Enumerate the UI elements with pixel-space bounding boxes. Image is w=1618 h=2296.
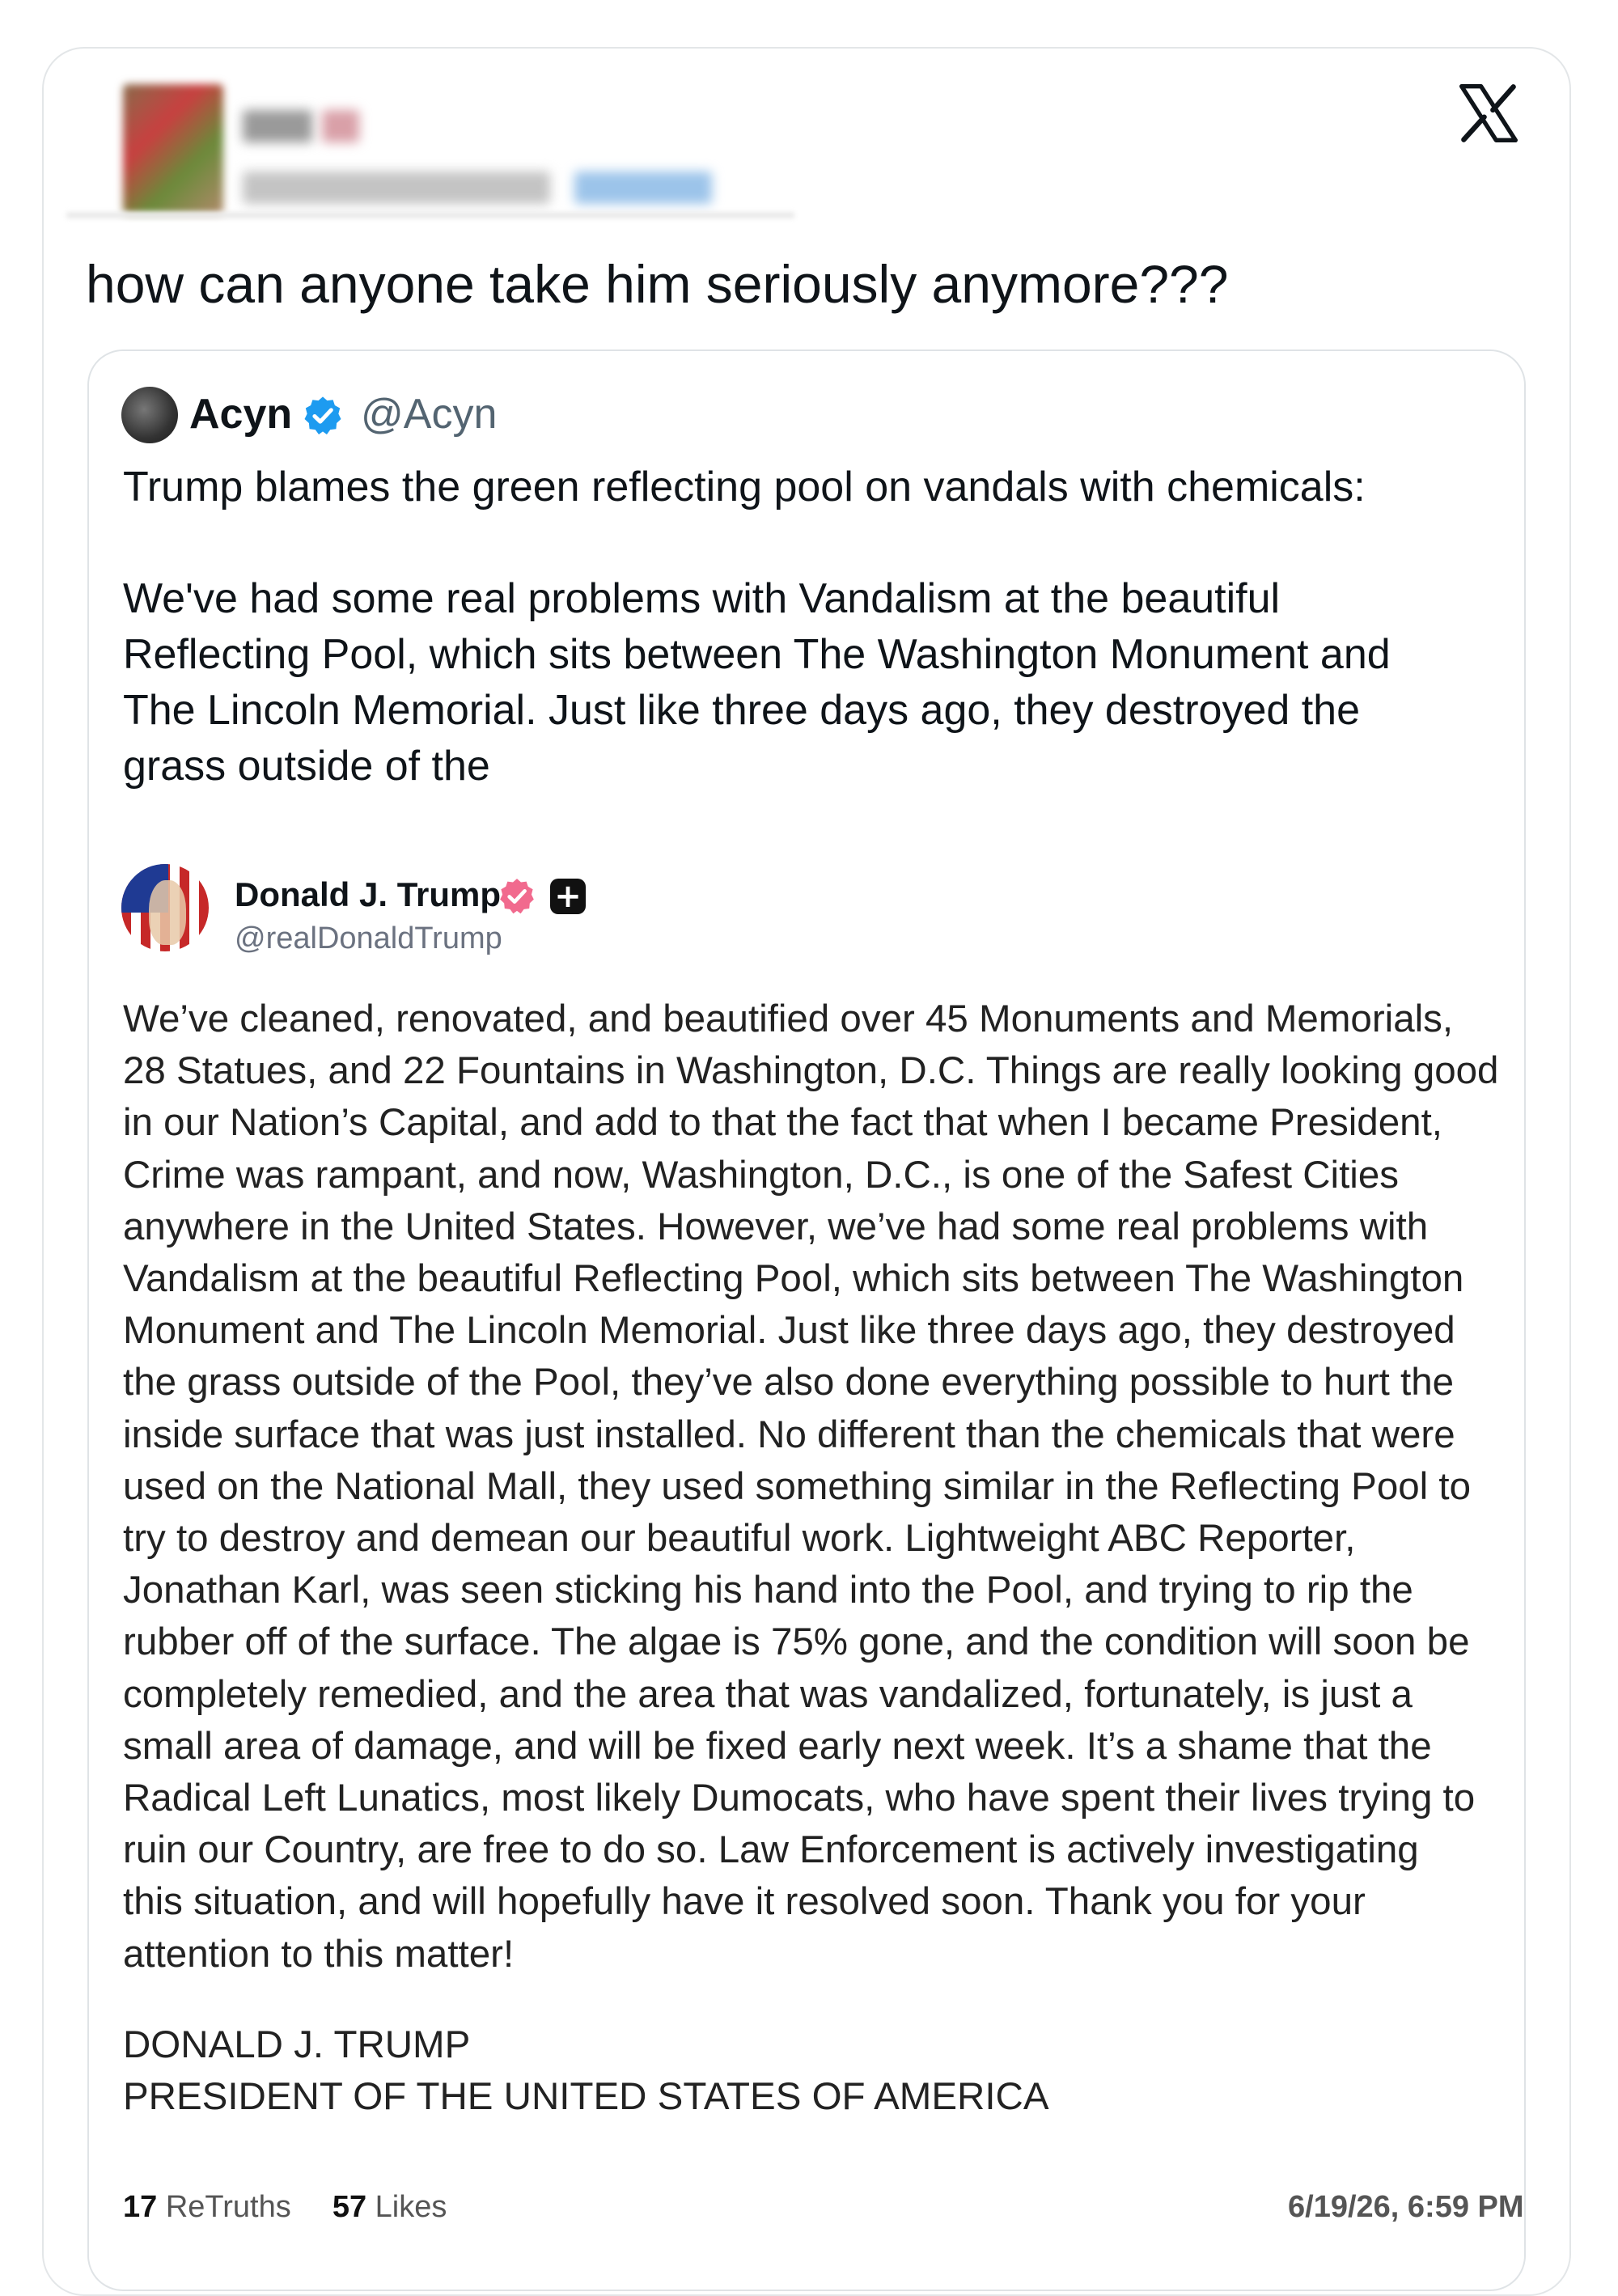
truth-line: We’ve cleaned, renovated, and beautified over 45 Monuments and Memorials, [123,998,1454,1040]
truth-line: inside surface that was just installed. No different than the chemicals that were [123,1413,1455,1456]
truth-line: 28 Statues, and 22 Fountains in Washington, D.C. Things are really looking good [123,1049,1499,1093]
truth-stats [123,2188,447,2226]
truth-line: Radical Left Lunatics, most likely Dumocats, who have spent their lives trying to [123,1777,1476,1820]
truth-line: the grass outside of the Pool, they’ve also done everything possible to hurt the [123,1361,1455,1404]
quoted-author-handle[interactable]: @Acyn [361,391,498,438]
verified-badge-icon [301,394,345,438]
truth-line: small area of damage, and will be fixed early next week. It’s a shame that the [123,1724,1432,1768]
truth-post-text [123,993,1547,1980]
retruths-label: ReTruths [165,2190,291,2224]
quoted-author-name[interactable]: Acyn [189,391,293,438]
quote-line: Reflecting Pool, which sits between The Washington Monument and [123,631,1391,678]
author-name-redacted-2 [322,110,359,142]
signature-name: DONALD J. TRUMP [123,2023,471,2066]
quoted-tweet-text [123,460,1498,794]
truth-line: Monument and The Lincoln Memorial. Just like three days ago, they destroyed [123,1309,1455,1353]
likes-label: Likes [375,2190,447,2224]
truth-line: used on the National Mall, they used something similar in the Reflecting Pool to [123,1464,1472,1508]
author-handle-redacted [243,172,550,204]
truth-line: completely remedied, and the area that was vandalized, fortunately, is just a [123,1672,1413,1716]
tweet-text: how can anyone take him seriously anymore??? [86,254,1229,314]
truth-author-name: Donald J. Trump [235,875,502,913]
quote-line: Trump blames the green reflecting pool on vandals with chemicals: [123,464,1366,510]
truth-timestamp: 6/19/26, 6:59 PM [1288,2190,1524,2224]
truth-line: ruin our Country, are free to do so. Law Enforcement is actively investigating [123,1828,1419,1872]
author-avatar[interactable] [123,84,223,214]
likes-count: 57 [332,2190,367,2224]
truth-author-handle: @realDonaldTrump [235,921,502,955]
quote-line: We've had some real problems with Vandalism at the beautiful [123,575,1281,622]
truth-line: attention to this matter! [123,1932,515,1976]
truth-line: rubber off of the surface. The algae is 75% gone, and the condition will soon be [123,1620,1470,1664]
retruths-count: 17 [123,2190,158,2224]
truth-line: Vandalism at the beautiful Reflecting Pool, which sits between The Washington [123,1257,1464,1301]
truth-signature [123,2019,1049,2123]
quote-line: grass outside of the [123,743,490,790]
truth-line: Crime was rampant, and now, Washington, D.C., is one of the Safest Cities [123,1153,1400,1197]
truth-verified-badge-icon [497,876,537,917]
truth-line: Jonathan Karl, was seen sticking his hand into the Pool, and trying to rip the [123,1569,1413,1612]
quote-line: The Lincoln Memorial. Just like three days ago, they destroyed the [123,687,1361,734]
follow-link-redacted[interactable] [574,172,712,204]
truth-line: try to destroy and demean our beautiful work. Lightweight ABC Reporter, [123,1517,1356,1561]
truth-line: in our Nation’s Capital, and add to that the fact that when I became President, [123,1101,1442,1145]
x-logo-icon[interactable] [1456,81,1521,146]
truth-line: anywhere in the United States. However, we’ve had some real problems with [123,1205,1429,1248]
plus-icon: + [550,879,586,914]
quoted-author-avatar[interactable] [121,387,178,443]
truth-line: this situation, and will hopefully have it resolved soon. Thank you for your [123,1880,1366,1924]
truth-author-avatar [121,864,209,951]
divider [66,212,794,218]
author-name-redacted[interactable] [243,110,312,142]
signature-title: PRESIDENT OF THE UNITED STATES OF AMERICA [123,2075,1049,2118]
